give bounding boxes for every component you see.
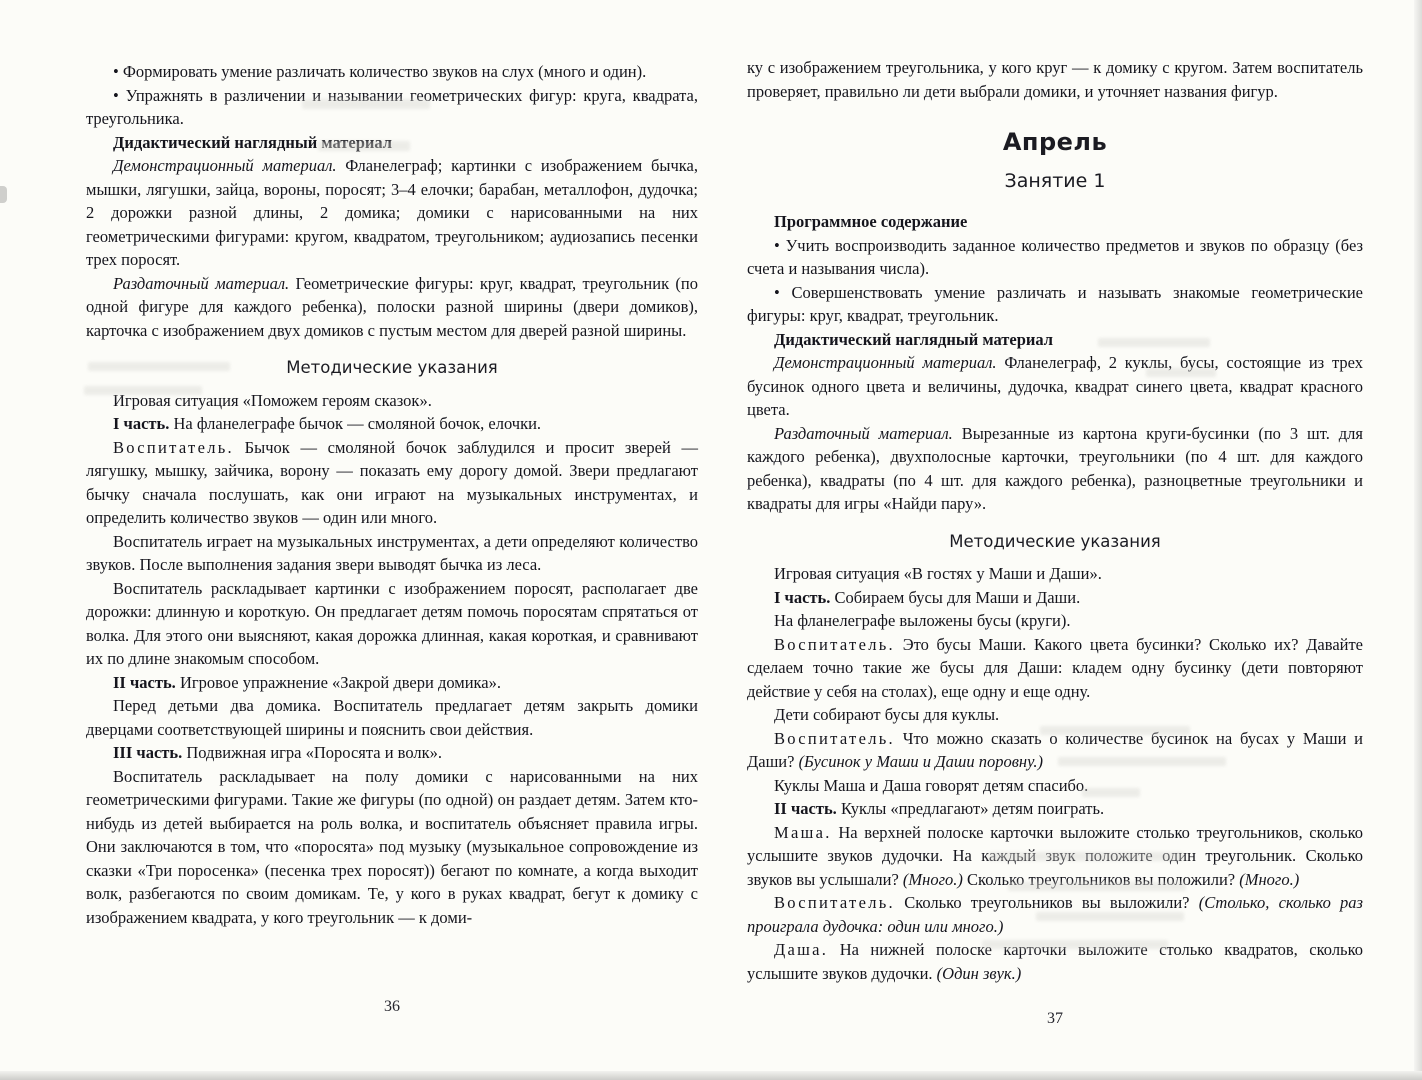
bleed-through-artifact (84, 386, 202, 395)
paragraph-teacher-speech (747, 633, 1363, 704)
paragraph-part2 (747, 797, 1363, 821)
paragraph-part3 (86, 741, 698, 765)
speaker-name: Даша. (774, 940, 829, 959)
paragraph-text: На фланелеграфе бычок — смоляной бочок, елочки. (173, 414, 542, 433)
bullet-item: • Формировать умение различать количество звуков на слух (много и один). (113, 62, 647, 81)
bleed-through-artifact (1058, 757, 1226, 766)
paragraph-text: Геометрические фигуры: круг, квадрат, треугольник (по одной фигуре для каждого ребенка), полоски разной ширины (двери домиков), карточка с изображением двух домиков с пустым местом для дверей разной ширины. (86, 273, 699, 340)
page-number-37: 37 (1047, 1010, 1063, 1027)
bleed-through-artifact (1040, 726, 1190, 735)
speaker-name: Воспитатель. (113, 437, 234, 457)
paragraph-demo-material (86, 154, 698, 272)
paragraph-text: Вырезанные из картона круги-бусинки (по 3 шт. для каждого ребенка), двухполосные карточки, треугольники (по 4 шт. для каждого ребенка), квадраты (по 4 шт. для каждого ребенка), разноцветные треугольники и квадраты для игры «Найди пару». (747, 423, 1363, 513)
bold-lead-part2: II часть. (774, 799, 837, 818)
scan-edge-mark (0, 186, 7, 203)
paragraph-text: На верхней полоске карточки выложите столько треугольников, сколько услышите звуков дудочки. На каждый звук положите один треугольник. Сколько звуков вы услышали? (747, 822, 1363, 889)
bleed-through-artifact (302, 99, 430, 109)
speaker-name: Маша. (774, 822, 832, 842)
bleed-through-artifact (1008, 882, 1186, 891)
paragraph-part1 (86, 412, 698, 436)
subheading-didactic-material: Дидактический наглядный материал (113, 132, 393, 152)
scan-edge-right (1414, 0, 1422, 1080)
paragraph-text: На нижней полоске карточки выложите столько квадратов, сколько услышите звуков дудочки. (747, 940, 1364, 983)
italic-answer: (Столько, сколько раз проиграла дудочка: один или много.) (747, 893, 1363, 936)
italic-lead-handout: Раздаточный материал. (113, 273, 290, 293)
page-37-text-column (747, 56, 1363, 985)
paragraph-continuation: ку с изображением треугольника, у кого круг — к домику с кругом. Затем воспитатель проверяет, правильно ли дети выбрали домики, и уточняет названия фигур. (747, 58, 1363, 101)
paragraph-part2 (86, 671, 698, 695)
paragraph-text: Фланелеграф, 2 куклы, бусы, состоящие из трех бусинок одного цвета и величины, дудочка, квадрат синего цвета, квадрат красного цвета. (747, 353, 1363, 419)
paragraph: Дети собирают бусы для куклы. (774, 705, 1000, 724)
paragraph: Воспитатель играет на музыкальных инструментах, а дети определяют количество звуков. После выполнения задания звери выводят бычка из леса. (86, 531, 698, 574)
month-heading: Апрель (1002, 128, 1108, 156)
bullet-item: • Учить воспроизводить заданное количество предметов и звуков по образцу (без счета и называния числа). (747, 235, 1363, 278)
paragraph: Воспитатель раскладывает на полу домики с нарисованными на них геометрическими фигурами. Такие же фигуры (по одной) он раздает детям. Затем кто-нибудь из детей выбирается на роль волка, и воспитатель объясняет правила игры. Они заключаются в том, что «поросята» под музыку (музыкальное сопровождение из сказки «Три поросенка» (песенка трех поросят)) бегают по комнате, а когда выходит волк, разбегаются по своим домикам. Те, у кого в руках квадрат, бегут к домику с изображением квадрата, у кого треугольник — к доми- (86, 766, 698, 927)
paragraph-handout-material (86, 272, 698, 343)
speaker-name: Воспитатель. (774, 728, 895, 748)
paragraph: Перед детьми два домика. Воспитатель предлагает детям закрыть домики дверцами соответствующей ширины и пояснить свои действия. (86, 696, 698, 739)
speaker-name: Воспитатель. (774, 893, 895, 912)
bleed-through-artifact (88, 362, 230, 371)
paragraph-demo-material (747, 351, 1363, 422)
bold-lead-part1: I часть. (774, 587, 831, 607)
speaker-name: Воспитатель. (774, 634, 895, 654)
paragraph-handout-material (747, 422, 1363, 516)
paragraph-game-situation: Игровая ситуация «В гостях у Маши и Даши». (774, 564, 1102, 583)
bleed-through-artifact (988, 852, 1184, 861)
paragraph-text: Куклы «предлагают» детям поиграть. (840, 799, 1105, 818)
italic-lead-handout: Раздаточный материал. (774, 423, 953, 443)
bullet-item: • Совершенствовать умение различать и называть знакомые геометрические фигуры: круг, квадрат, треугольник. (747, 282, 1363, 325)
paragraph-text: Фланелеграф; картинки с изображением бычка, мышки, лягушки, зайца, вороны, поросят; 3–4 елочки; барабан, металлофон, дудочка; 2 дорожки разной длины, 2 домика; домики с нарисованными на них геометрическими фигурами: кругом, квадратом, треугольником; аудиозапись песенки трех поросят. (86, 156, 698, 269)
paragraph-text: Подвижная игра «Поросята и волк». (186, 743, 443, 762)
bleed-through-artifact (1082, 788, 1140, 797)
paragraph-teacher-speech (86, 436, 698, 530)
bullet-item: • Упражнять в различении и назывании геометрических фигур: круга, квадрата, треугольника. (86, 85, 698, 128)
bold-lead-part2: II часть. (113, 672, 176, 692)
bleed-through-artifact (1098, 338, 1210, 347)
bold-lead-part1: I часть. (113, 414, 170, 433)
scan-edge-bottom (0, 1071, 1422, 1080)
lesson-heading: Занятие 1 (1004, 169, 1106, 192)
paragraph: Куклы Маша и Даша говорят детям спасибо. (774, 775, 1089, 795)
paragraph: На фланелеграфе выложены бусы (круги). (774, 611, 1071, 630)
paragraph-text: Собираем бусы для Маши и Даши. (834, 587, 1081, 607)
subheading-program-content: Программное содержание (774, 212, 968, 231)
bleed-through-artifact (318, 141, 410, 151)
italic-lead-demo: Демонстрационный материал. (774, 353, 997, 372)
paragraph-text: Что можно сказать о количестве бусинок на бусах у Маши и Даши? (747, 728, 1364, 771)
italic-answer: (Много.) (902, 869, 963, 889)
page-36-text-column (86, 60, 698, 929)
bleed-through-artifact (1036, 912, 1184, 921)
italic-answer: (Бусинок у Маши и Даши поровну.) (798, 752, 1044, 771)
paragraph-game-situation: Игровая ситуация «Поможем героям сказок». (113, 390, 432, 410)
bold-lead-part3: III часть. (113, 743, 183, 762)
paragraph-text: Это бусы Маши. Какого цвета бусинки? Сколько их? Давайте сделаем точно такие же бусы для Даши: кладем одну бусинку (дети повторяют действие у себя на столах), еще одну и еще одну. (747, 634, 1364, 701)
section-heading-method: Методические указания (949, 531, 1161, 551)
subheading-didactic-material: Дидактический наглядный материал (774, 329, 1054, 349)
bleed-through-artifact (982, 940, 1168, 949)
italic-answer: (Один звук.) (936, 963, 1022, 983)
paragraph-text: Сколько треугольников вы выложили? (904, 893, 1190, 912)
paragraph-text: Сколько треугольников вы положили? (967, 869, 1236, 889)
bleed-through-artifact (1146, 368, 1216, 377)
paragraph-part1 (747, 586, 1363, 610)
paragraph-text: Игровое упражнение «Закрой двери домика». (179, 672, 502, 692)
paragraph: Воспитатель раскладывает картинки с изображением поросят, располагает две дорожки: длинную и короткую. Он предлагает детям помочь поросятам спрятаться от волка. Для этого они выясняют, какая дорожка длинная, какая короткая, и сравнивают их по длине знакомым способом. (86, 578, 698, 668)
italic-answer: (Много.) (1239, 869, 1300, 889)
page-number-36: 36 (384, 998, 400, 1015)
paragraph-text: Бычок — смоляной бочок заблудился и просит зверей — лягушку, мышку, зайчика, ворону — показать ему дорогу домой. Звери предлагают бычку сначала послушать, как они играют на музыкальных инструментах, и определить количество звуков — один или много. (86, 437, 698, 527)
italic-lead-demo: Демонстрационный материал. (113, 156, 337, 175)
section-heading-method: Методические указания (286, 358, 498, 377)
